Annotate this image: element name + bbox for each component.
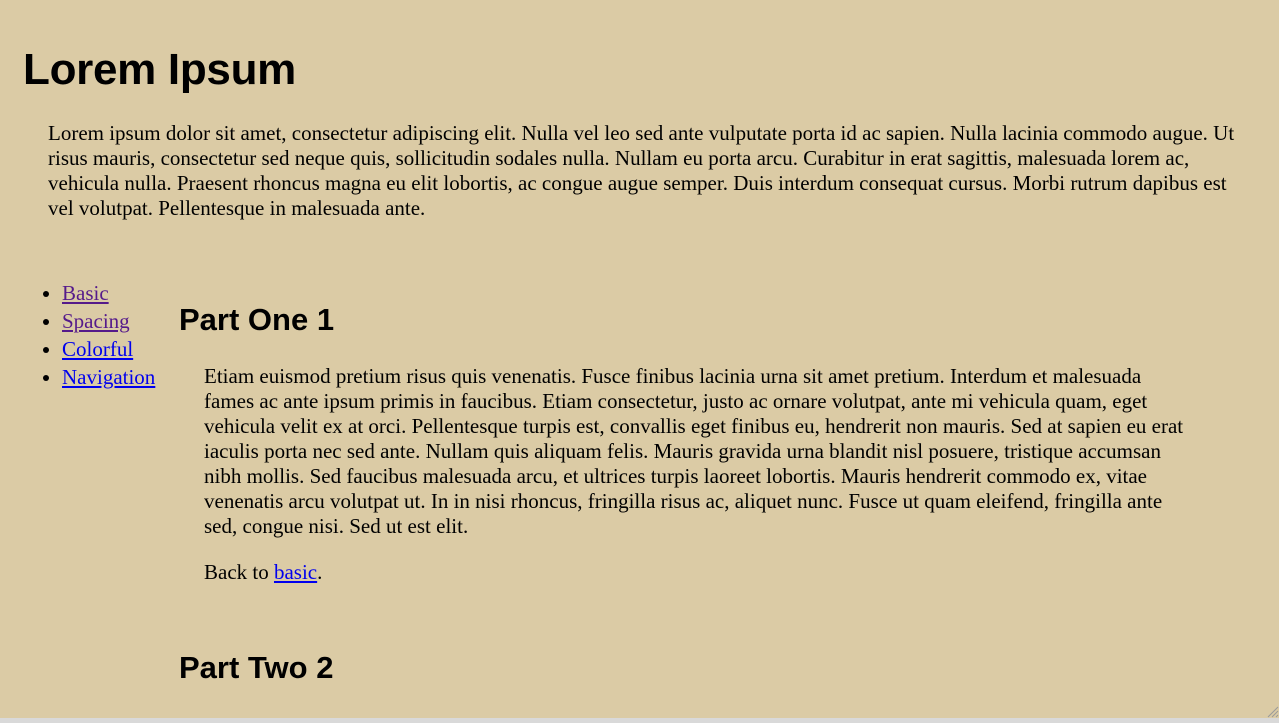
window-bottom-border: [0, 718, 1279, 723]
section-heading-part-two: Part Two 2: [179, 650, 334, 685]
nav-link-basic[interactable]: Basic: [62, 281, 109, 305]
resize-grip-icon[interactable]: [1265, 704, 1279, 718]
nav-item-colorful: [62, 335, 155, 363]
nav-item-navigation: [62, 363, 155, 391]
nav-item-spacing: [62, 307, 155, 335]
nav-link-colorful[interactable]: Colorful: [62, 337, 134, 361]
section-paragraph-part-one: Etiam euismod pretium risus quis venenatis. Fusce finibus lacinia urna sit amet pretium. Interdum et malesuada fames ac ante ipsum primis in faucibus. Etiam consectetur, justo ac ornare volutpat, ante mi vehicula quam, eget vehicula velit ex at orci. Pellentesque turpis est, convallis eget finibus eu, hendrerit non mauris. Sed at sapien eu erat iaculis porta nec sed ante. Nullam quis aliquam felis. Mauris gravida urna blandit nisl posuere, tristique accumsan nibh mollis. Sed faucibus malesuada arcu, et ultrices turpis laoreet lobortis. Mauris hendrerit commodo ex, vitae venenatis arcu volutpat ut. In in nisi rhoncus, fringilla risus ac, aliquet nunc. Fusce ut quam eleifend, fringilla ante sed, congue nisi. Sed ut est elit.: [204, 364, 1184, 538]
back-to-basic-link[interactable]: basic: [273, 560, 318, 584]
back-to-prefix: Back to: [204, 560, 274, 584]
back-to-basic-line: [204, 560, 1194, 585]
nav-item-basic: [62, 279, 155, 307]
nav-list: [38, 279, 155, 391]
section-heading-part-one: Part One 1: [179, 302, 335, 337]
page-title: Lorem Ipsum: [23, 45, 296, 94]
back-to-suffix: .: [317, 560, 323, 584]
intro-paragraph: Lorem ipsum dolor sit amet, consectetur adipiscing elit. Nulla vel leo sed ante vulputate porta id ac sapien. Nulla lacinia commodo augue. Ut risus mauris, consectetur sed neque quis, sollicitudin sodales nulla. Nullam eu porta arcu. Curabitur in erat sagittis, malesuada lorem ac, vehicula nulla. Praesent rhoncus magna eu elit lobortis, ac congue augue semper. Duis interdum consequat cursus. Morbi rutrum dapibus est vel volutpat. Pellentesque in malesuada ante.: [48, 121, 1235, 220]
nav-link-spacing[interactable]: Spacing: [62, 309, 130, 333]
nav-link-navigation[interactable]: Navigation: [62, 365, 156, 389]
